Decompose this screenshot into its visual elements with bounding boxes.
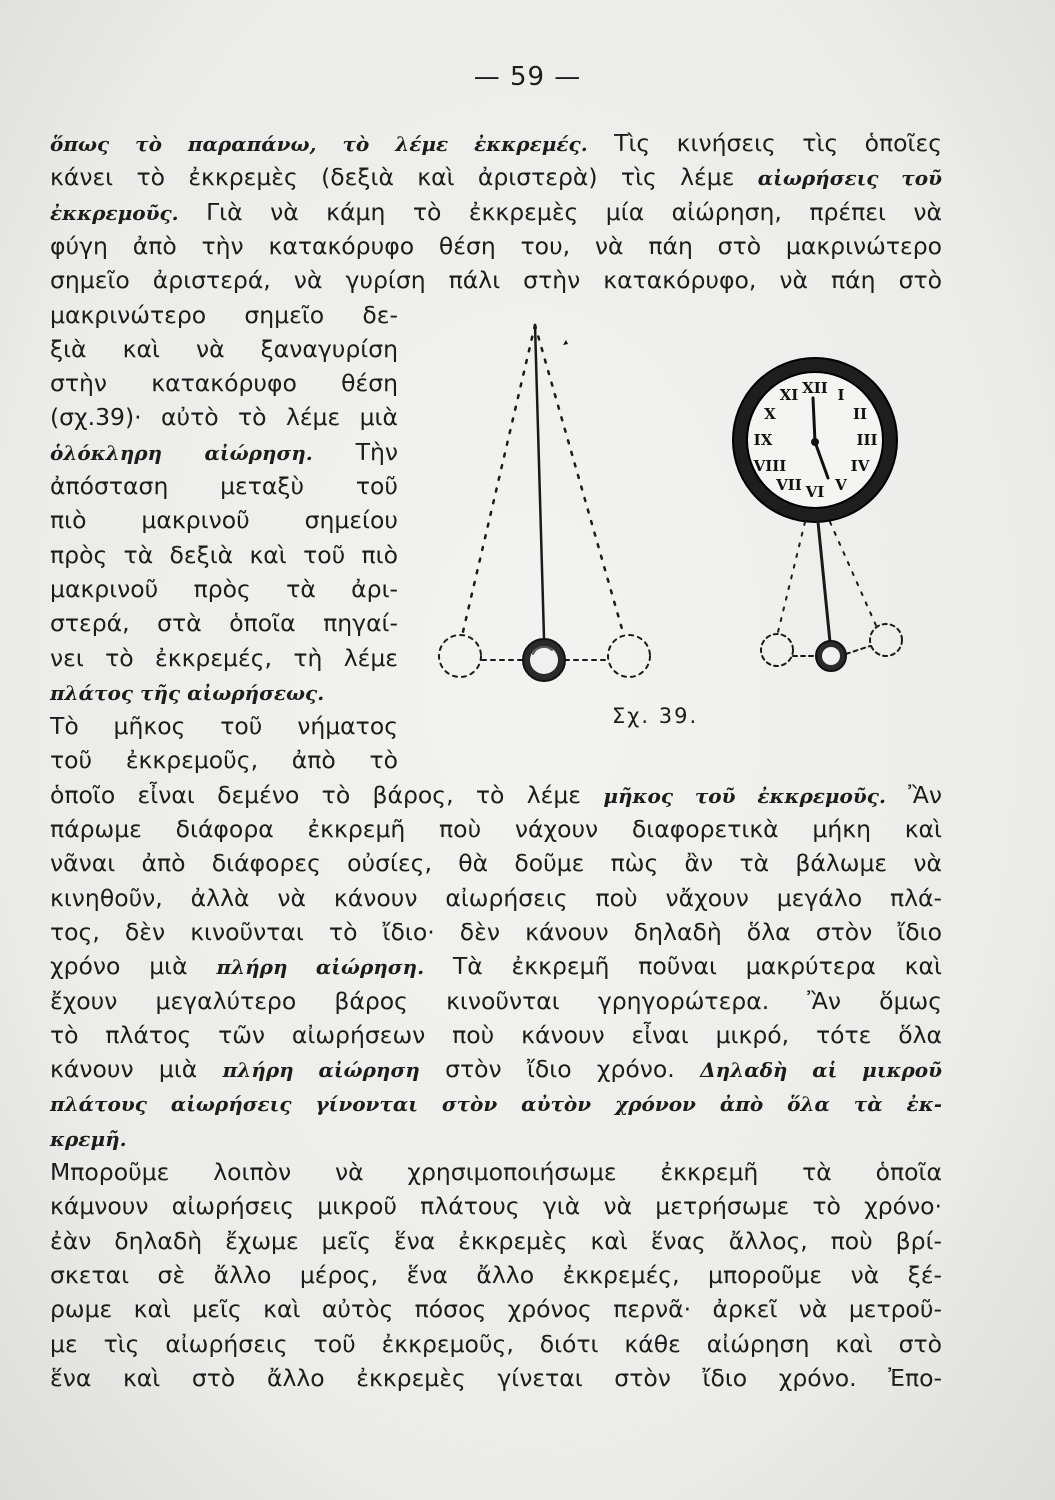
text-line [50,1018,942,1052]
text-span: σκεται σὲ ἄλλο μέρος, ἕνα ἄλλο ἐκκρεμές, μποροῦμε νὰ ξέ- [50,1260,942,1289]
emphasis-text: κρεμῆ. [50,1126,127,1151]
text-line [50,984,942,1018]
text-line [50,435,398,469]
text-span: κάνουν μιὰ [50,1055,223,1084]
text-span: φύγη ἀπὸ τὴν κατακόρυφο θέση του, νὰ πάη στὸ μακρινώτερο [50,231,942,260]
text-span: Μποροῦμε λοιπὸν νὰ χρησιμοποιήσωμε ἐκκρεμῆ τὰ ὁποῖα [50,1158,942,1186]
emphasis-text: πλάτος τῆς αἰωρήσεως. [50,680,325,705]
text-line [50,229,942,263]
text-span: ἔχουν μεγαλύτερο βάρος κινοῦνται γρηγορώτερα. Ἂν ὅμως [50,986,942,1015]
figure-caption: Σχ. 39. [612,704,699,728]
text-line [50,366,398,400]
text-span: Τὴν [312,437,398,466]
text-line [50,743,398,777]
clock-numeral: VII [776,476,802,494]
text-span: στὴν κατακόρυφο θέση [50,369,398,398]
clock-numeral: XI [779,386,799,404]
text-span: με τὶς αἰωρήσεις τοῦ ἐκκρεμοῦς, διότι κάθε αἰώρηση καὶ στὸ [50,1329,942,1358]
emphasis-text: Δηλαδὴ αἱ μικροῦ [700,1058,942,1083]
text-line [50,195,942,229]
text-line [50,915,942,949]
text-span: πιὸ μακρινοῦ σημείου [50,506,398,535]
text-line [50,1189,942,1223]
text-span: μακρινώτερο σημεῖο δε- [50,300,398,329]
text-span: ἕνα καὶ στὸ ἄλλο ἐκκρεμὲς γίνεται στὸν ἴδιο χρόνο. Ἐπο- [50,1363,942,1392]
text-line [50,1224,942,1258]
clock-numeral: II [852,405,868,423]
emphasis-text: ὅπως τὸ παραπάνω, τὸ λέμε ἐκκρεμές. [50,132,588,156]
clock-numeral: XII [802,379,828,397]
clock-numeral: I [837,386,845,404]
clock-numeral: VI [805,483,825,501]
text-line [50,538,398,572]
text-line [50,778,942,812]
text-line [50,1327,942,1361]
text-span: Τὸ μῆκος τοῦ νήματος [50,712,398,741]
text-span: πάρωμε διάφορα ἐκκρεμῆ ποὺ νάχουν διαφορετικὰ μήκη καὶ [50,815,942,843]
text-span: κάνει τὸ ἐκκρεμὲς (δεξιὰ καὶ ἀριστερὰ) τὶς λέμε [50,163,758,192]
text-line [50,503,398,537]
emphasis-text: πλήρη αἰώρηση [222,1058,420,1083]
text-line [50,606,398,640]
clock-pendulum [761,522,902,671]
text-span: Τὶς κινήσεις τὶς ὁποῖες [587,129,942,157]
emphasis-text: αἰωρήσεις τοῦ [757,166,942,191]
text-span: ἐὰν δηλαδὴ ἔχωμε μεῖς ἕνα ἐκκρεμὲς καὶ ἕνας ἄλλος, ποὺ βρί- [50,1226,942,1255]
text-line [50,263,942,297]
text-line [50,1361,942,1395]
clock-numeral: IV [850,457,870,475]
text-span: πρὸς τὰ δεξιὰ καὶ τοῦ πιὸ [50,540,398,569]
text-line [50,298,398,332]
wall-clock [733,358,897,522]
emphasis-text: μῆκος τοῦ ἐκκρεμοῦς. [603,783,886,808]
text-span: σημεῖο ἀριστερά, νὰ γυρίση πάλι στὴν κατακόρυφο, νὰ πάη στὸ [50,266,942,295]
text-line [50,846,942,880]
clock-numeral: VIII [753,457,787,475]
text-line [50,1086,942,1120]
emphasis-text: ὁλόκληρη αἰώρηση. [50,440,313,465]
figure-39-pendulum [400,300,940,750]
text-line [50,400,398,434]
text-span: Ἂν [885,780,942,809]
clock-numeral: V [835,476,847,494]
text-line [50,675,398,709]
text-line [50,1052,942,1086]
emphasis-text: ἐκκρεμοῦς. [50,200,179,225]
text-span: στερά, στὰ ὁποῖα πηγαί- [50,609,398,638]
text-span: στὸν ἴδιο χρόνο. [419,1055,701,1084]
text-line [50,881,942,915]
text-line [50,1121,942,1155]
text-line [50,1258,942,1292]
text-span: ξιὰ καὶ νὰ ξαναγυρίση [50,334,398,363]
text-span: τοῦ ἐκκρεμοῦς, ἀπὸ τὸ [50,746,398,775]
clock-numeral: X [764,405,776,423]
text-line [50,641,398,675]
text-span: ὁποῖο εἶναι δεμένο τὸ βάρος, τὸ λέμε [50,780,604,809]
text-line [50,949,942,983]
text-span: νᾶναι ἀπὸ διάφορες οὐσίες, θὰ δοῦμε πὼς ἂν τὰ βάλωμε νὰ [50,849,942,878]
text-span: Τὰ ἐκκρεμῆ ποῦναι μακρύτερα καὶ [424,952,942,981]
text-span: Γιὰ νὰ κάμη τὸ ἐκκρεμὲς μία αἰώρηση, πρέπει νὰ [178,197,942,226]
text-line [50,1155,942,1189]
text-line [50,812,942,846]
text-span: ἀπόσταση μεταξὺ τοῦ [50,472,398,500]
text-line [50,126,942,160]
text-line [50,709,398,743]
text-span: τος, δὲν κινοῦνται τὸ ἴδιο· δὲν κάνουν δηλαδὴ ὅλα στὸν ἴδιο [50,917,942,946]
text-line [50,469,398,503]
text-span: μακρινοῦ πρὸς τὰ ἀρι- [50,574,398,603]
text-span: χρόνο μιὰ [50,952,217,981]
large-pendulum [439,325,650,681]
text-line [50,160,942,194]
text-line [50,332,398,366]
text-line [50,572,398,606]
text-span: τὸ πλάτος τῶν αἰωρήσεων ποὺ κάνουν εἶναι μικρό, τότε ὅλα [50,1020,942,1049]
text-span: κάμνουν αἰωρήσεις μικροῦ πλάτους γιὰ νὰ μετρήσωμε τὸ χρόνο· [50,1192,942,1221]
text-span: ρωμε καὶ μεῖς καὶ αὐτὸς πόσος χρόνος περνᾶ· ἀρκεῖ νὰ μετροῦ- [50,1295,942,1324]
text-span: νει τὸ ἐκκρεμές, τὴ λέμε [50,643,398,672]
text-span: κινηθοῦν, ἀλλὰ νὰ κάνουν αἰωρήσεις ποὺ νἄχουν μεγάλο πλά- [50,883,942,912]
page-number: — 59 — [473,62,582,92]
emphasis-text: πλήρη αἰώρηση. [216,955,425,980]
clock-numeral: III [856,431,878,449]
text-span: (σχ.39)· αὐτὸ τὸ λέμε μιὰ [50,403,398,432]
emphasis-text: πλάτους αἰωρήσεις γίνονται στὸν αὐτὸν χρόνον ἀπὸ ὅλα τὰ ἐκ- [50,1092,942,1117]
text-line [50,1292,942,1326]
clock-numeral: IX [753,431,773,449]
